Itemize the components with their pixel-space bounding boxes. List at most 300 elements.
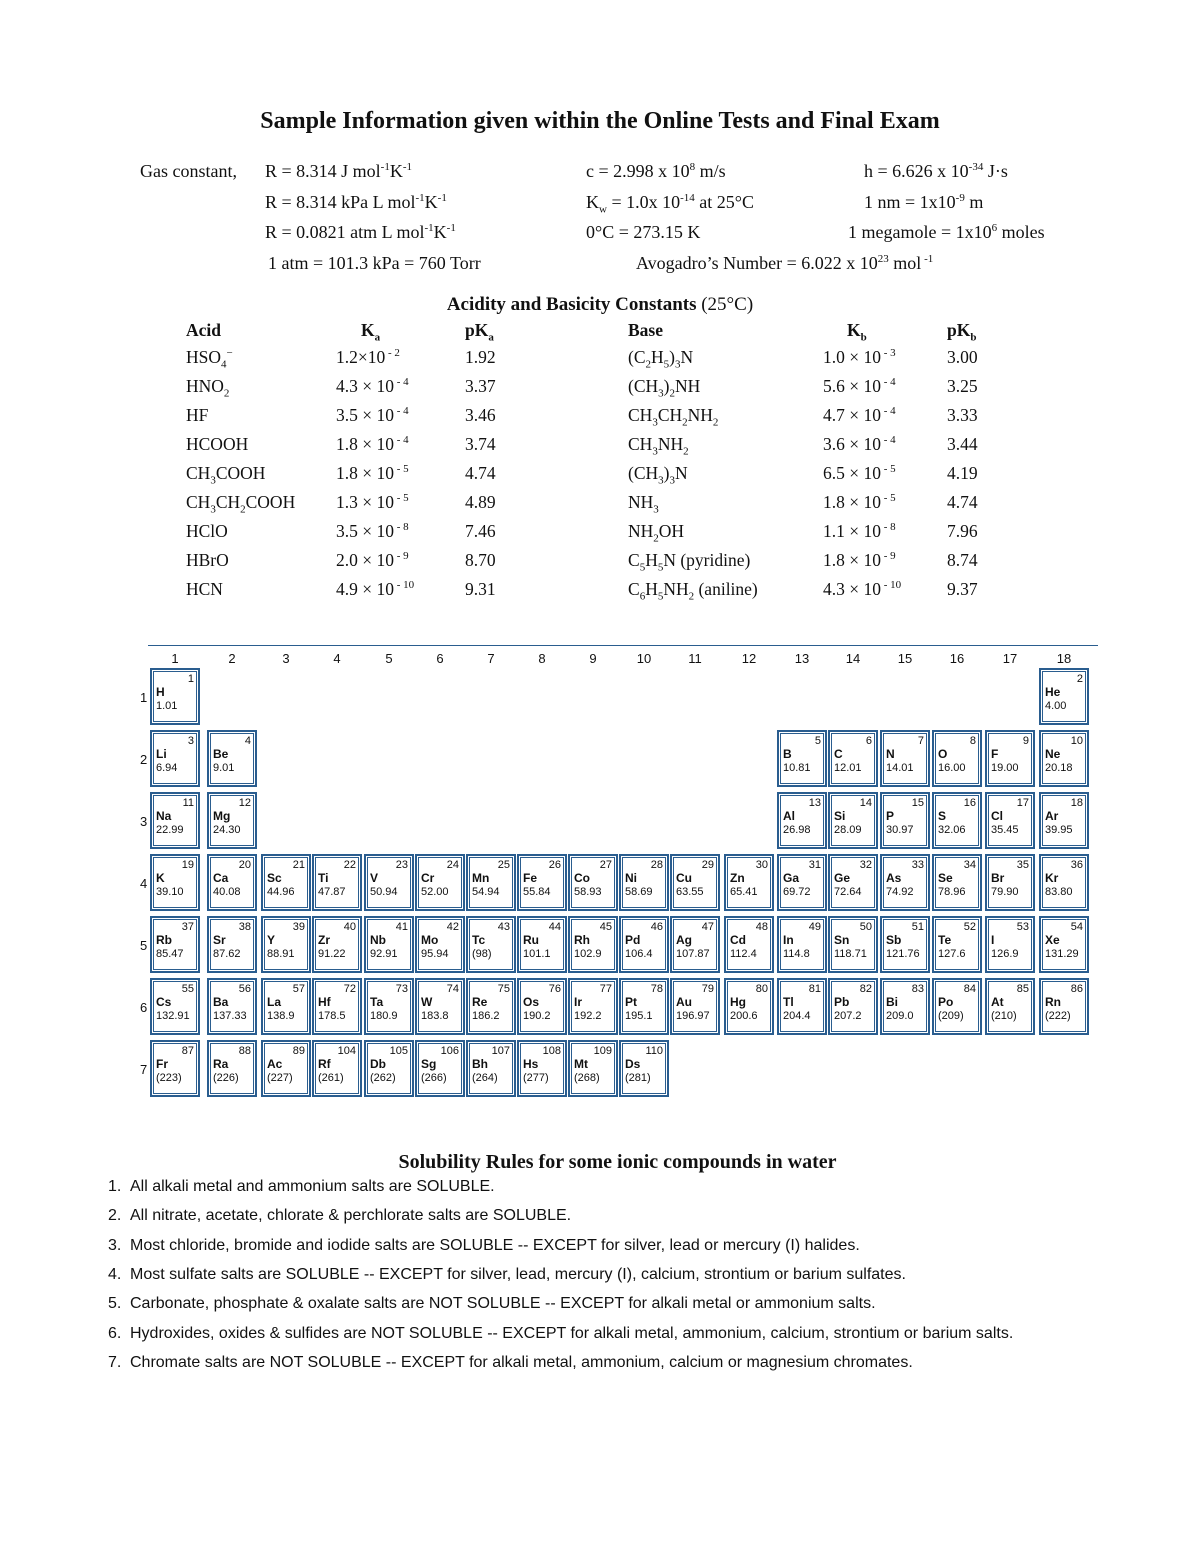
element-symbol: Si bbox=[834, 809, 846, 823]
atomic-number: 18 bbox=[1070, 797, 1083, 809]
atomic-number: 7 bbox=[917, 735, 924, 747]
element-symbol: B bbox=[783, 747, 792, 761]
header-pkb: $pK_b$ bbox=[947, 320, 977, 344]
element-symbol: Ba bbox=[213, 995, 229, 1009]
atomic-number: 108 bbox=[542, 1045, 561, 1057]
element-cell bbox=[777, 978, 827, 1035]
kb-value: 1.0 × 10 $^{- 3}$ bbox=[823, 347, 896, 367]
atomic-mass: 65.41 bbox=[730, 886, 758, 898]
atomic-mass: 102.9 bbox=[574, 948, 602, 960]
atomic-number: 8 bbox=[969, 735, 976, 747]
element-symbol: Tl bbox=[783, 995, 794, 1009]
atm-conversion: 1 atm = 101.3 kPa = 760 Torr bbox=[268, 253, 481, 273]
atomic-mass: 126.9 bbox=[991, 948, 1019, 960]
group-number: 18 bbox=[1056, 651, 1072, 666]
atomic-number: 35 bbox=[1016, 859, 1029, 871]
atomic-mass: 47.87 bbox=[318, 886, 346, 898]
element-symbol: Se bbox=[938, 871, 953, 885]
atomic-number: 31 bbox=[808, 859, 821, 871]
element-cell bbox=[517, 1040, 567, 1097]
element-symbol: Po bbox=[938, 995, 954, 1009]
atomic-mass: 79.90 bbox=[991, 886, 1019, 898]
atomic-number: 15 bbox=[911, 797, 924, 809]
base-name: $(C_2H_5)_3N$ bbox=[628, 347, 694, 371]
element-cell bbox=[1039, 916, 1089, 973]
atomic-number: 52 bbox=[963, 921, 976, 933]
group-number: 12 bbox=[741, 651, 757, 666]
atomic-mass: (223) bbox=[156, 1072, 182, 1084]
avogadro-number: Avogadro’s Number = 6.022 x $10^{23}$ mol $^{-1}$ bbox=[636, 253, 934, 273]
element-symbol: V bbox=[370, 871, 379, 885]
atomic-number: 38 bbox=[238, 921, 251, 933]
element-symbol: La bbox=[267, 995, 282, 1009]
element-cell bbox=[777, 854, 827, 911]
element-symbol: Tc bbox=[472, 933, 486, 947]
pka-value: 9.31 bbox=[465, 579, 496, 599]
atomic-number: 26 bbox=[548, 859, 561, 871]
element-symbol: Ar bbox=[1045, 809, 1059, 823]
element-cell bbox=[1039, 978, 1089, 1035]
element-cell bbox=[670, 916, 720, 973]
atomic-mass: (209) bbox=[938, 1010, 964, 1022]
atomic-number: 81 bbox=[808, 983, 821, 995]
gas-constant-r2: R = 8.314 kPa L $mol^{-1}K^{-1}$ bbox=[265, 192, 447, 212]
atomic-mass: 6.94 bbox=[156, 762, 178, 774]
atomic-mass: 72.64 bbox=[834, 886, 862, 898]
acid-name: $CH_3COOH$ bbox=[186, 463, 266, 487]
pkb-value: 8.74 bbox=[947, 550, 978, 570]
atomic-mass: 88.91 bbox=[267, 948, 295, 960]
element-cell bbox=[880, 854, 930, 911]
element-symbol: In bbox=[783, 933, 794, 947]
element-cell bbox=[724, 916, 774, 973]
element-symbol: Na bbox=[156, 809, 172, 823]
element-symbol: Cr bbox=[421, 871, 435, 885]
atomic-number: 87 bbox=[181, 1045, 194, 1057]
atomic-number: 12 bbox=[238, 797, 251, 809]
atomic-mass: (277) bbox=[523, 1072, 549, 1084]
group-number: 5 bbox=[385, 651, 393, 666]
element-cell bbox=[777, 792, 827, 849]
atomic-mass: 58.69 bbox=[625, 886, 653, 898]
atomic-number: 79 bbox=[701, 983, 714, 995]
period-number: 2 bbox=[140, 752, 148, 767]
element-symbol: As bbox=[886, 871, 902, 885]
acidity-title: Acidity and Basicity Constants (25°C) bbox=[446, 294, 754, 315]
atomic-number: 10 bbox=[1070, 735, 1083, 747]
base-name: $CH_3CH_2NH_2$ bbox=[628, 405, 719, 429]
atomic-number: 80 bbox=[755, 983, 768, 995]
element-cell bbox=[985, 854, 1035, 911]
element-symbol: Sc bbox=[267, 871, 282, 885]
atomic-mass: 44.96 bbox=[267, 886, 295, 898]
header-pka: $pK_a$ bbox=[465, 320, 494, 344]
atomic-mass: 28.09 bbox=[834, 824, 862, 836]
acid-name: $HSO_4^-$ bbox=[186, 347, 233, 371]
element-symbol: Mo bbox=[421, 933, 439, 947]
element-cell bbox=[312, 916, 362, 973]
atomic-number: 36 bbox=[1070, 859, 1083, 871]
element-symbol: Cl bbox=[991, 809, 1003, 823]
acid-name: HF bbox=[186, 405, 209, 425]
atomic-mass: 16.00 bbox=[938, 762, 966, 774]
atomic-number: 74 bbox=[446, 983, 459, 995]
element-symbol: C bbox=[834, 747, 843, 761]
atomic-mass: 209.0 bbox=[886, 1010, 914, 1022]
element-cell bbox=[619, 1040, 669, 1097]
pkb-value: 4.74 bbox=[947, 492, 978, 512]
gas-constant-r3: R = 0.0821 atm L $mol^{-1}K^{-1}$ bbox=[265, 222, 456, 242]
element-symbol: Al bbox=[783, 809, 795, 823]
rule-text: Most chloride, bromide and iodide salts are SOLUBLE -- EXCEPT for silver, lead or mercury (I) halides. bbox=[130, 1236, 860, 1254]
solubility-rule bbox=[108, 1354, 913, 1372]
element-symbol: Hs bbox=[523, 1057, 539, 1071]
element-cell bbox=[207, 916, 257, 973]
element-cell bbox=[1039, 668, 1089, 725]
pkb-value: 3.33 bbox=[947, 405, 978, 425]
kb-value: 5.6 × 10 $^{- 4}$ bbox=[823, 376, 896, 396]
rule-number: 2. bbox=[108, 1207, 122, 1225]
atomic-mass: 190.2 bbox=[523, 1010, 551, 1022]
pka-value: 4.89 bbox=[465, 492, 496, 512]
group-number: 1 bbox=[171, 651, 179, 666]
header-ka: $K_a$ bbox=[361, 320, 381, 344]
atomic-mass: 39.10 bbox=[156, 886, 184, 898]
element-cell bbox=[568, 916, 618, 973]
atomic-number: 77 bbox=[599, 983, 612, 995]
element-cell bbox=[517, 978, 567, 1035]
element-cell bbox=[777, 730, 827, 787]
element-symbol: Zr bbox=[318, 933, 330, 947]
period-number: 1 bbox=[140, 690, 148, 705]
pkb-value: 7.96 bbox=[947, 521, 978, 541]
element-cell bbox=[150, 1040, 200, 1097]
atomic-mass: 207.2 bbox=[834, 1010, 862, 1022]
element-symbol: Hg bbox=[730, 995, 746, 1009]
element-cell bbox=[466, 1040, 516, 1097]
atomic-number: 9 bbox=[1022, 735, 1029, 747]
atomic-mass: 63.55 bbox=[676, 886, 704, 898]
atomic-number: 82 bbox=[859, 983, 872, 995]
element-symbol: K bbox=[156, 871, 165, 885]
element-cell bbox=[670, 978, 720, 1035]
pka-value: 4.74 bbox=[465, 463, 496, 483]
element-symbol: Ti bbox=[318, 871, 329, 885]
atomic-number: 76 bbox=[548, 983, 561, 995]
header-kb: $K_b$ bbox=[847, 320, 867, 344]
element-cell bbox=[724, 978, 774, 1035]
water-ion-product: $K_w = 1.0x$ $10^{-14}$ at 25°C bbox=[586, 192, 754, 216]
element-symbol: Nb bbox=[370, 933, 386, 947]
element-symbol: Li bbox=[156, 747, 167, 761]
kb-value: 6.5 × 10 $^{- 5}$ bbox=[823, 463, 896, 483]
group-number: 14 bbox=[845, 651, 861, 666]
element-symbol: Ne bbox=[1045, 747, 1061, 761]
element-cell bbox=[828, 978, 878, 1035]
element-cell bbox=[150, 916, 200, 973]
atomic-number: 75 bbox=[497, 983, 510, 995]
element-cell bbox=[1039, 792, 1089, 849]
solubility-rule bbox=[108, 1325, 1013, 1343]
atomic-mass: 91.22 bbox=[318, 948, 346, 960]
element-symbol: At bbox=[991, 995, 1004, 1009]
atomic-number: 27 bbox=[599, 859, 612, 871]
element-cell bbox=[985, 978, 1035, 1035]
element-cell bbox=[415, 978, 465, 1035]
rule-text: Most sulfate salts are SOLUBLE -- EXCEPT for silver, lead, mercury (I), calcium, strontium or barium sulfates. bbox=[130, 1265, 906, 1283]
element-cell bbox=[415, 1040, 465, 1097]
group-number: 11 bbox=[688, 651, 702, 666]
atomic-number: 28 bbox=[650, 859, 663, 871]
atomic-number: 21 bbox=[292, 859, 305, 871]
element-cell bbox=[880, 978, 930, 1035]
group-number: 15 bbox=[897, 651, 913, 666]
rule-text: Chromate salts are NOT SOLUBLE -- EXCEPT for alkali metal, ammonium, calcium or magnesium chromates. bbox=[130, 1353, 913, 1371]
atomic-number: 104 bbox=[337, 1045, 356, 1057]
atomic-number: 30 bbox=[755, 859, 768, 871]
element-cell bbox=[1039, 730, 1089, 787]
atomic-number: 34 bbox=[963, 859, 976, 871]
period-number: 6 bbox=[140, 1000, 148, 1015]
element-cell bbox=[364, 978, 414, 1035]
element-cell bbox=[880, 730, 930, 787]
element-cell bbox=[880, 792, 930, 849]
element-cell bbox=[619, 978, 669, 1035]
group-number: 4 bbox=[333, 651, 341, 666]
ka-value: 4.9 × 10 $^{- 10}$ bbox=[336, 579, 415, 599]
atomic-mass: 12.01 bbox=[834, 762, 862, 774]
atomic-mass: 55.84 bbox=[523, 886, 551, 898]
atomic-mass: 40.08 bbox=[213, 886, 241, 898]
ka-value: 2.0 × 10 $^{- 9}$ bbox=[336, 550, 409, 570]
solubility-rule bbox=[108, 1266, 906, 1284]
atomic-number: 6 bbox=[865, 735, 872, 747]
element-cell bbox=[364, 854, 414, 911]
atomic-mass: (261) bbox=[318, 1072, 344, 1084]
atomic-number: 56 bbox=[238, 983, 251, 995]
atomic-mass: 74.92 bbox=[886, 886, 914, 898]
group-number: 10 bbox=[636, 651, 652, 666]
element-cell bbox=[777, 916, 827, 973]
solubility-rule bbox=[108, 1295, 876, 1313]
atomic-number: 14 bbox=[859, 797, 872, 809]
rule-text: Hydroxides, oxides & sulfides are NOT SOLUBLE -- EXCEPT for alkali metal, ammonium, calcium, strontium or barium salts. bbox=[130, 1324, 1014, 1342]
atomic-mass: (98) bbox=[472, 948, 492, 960]
atomic-number: 44 bbox=[548, 921, 561, 933]
element-cell bbox=[985, 730, 1035, 787]
atomic-mass: 192.2 bbox=[574, 1010, 602, 1022]
element-symbol: F bbox=[991, 747, 999, 761]
atomic-number: 57 bbox=[292, 983, 305, 995]
atomic-mass: 95.94 bbox=[421, 948, 449, 960]
megamole-conversion: 1 megamole = $1x10^6$ moles bbox=[848, 222, 1045, 242]
acid-name: HBrO bbox=[186, 550, 229, 570]
element-symbol: Sr bbox=[213, 933, 226, 947]
element-cell bbox=[932, 792, 982, 849]
atomic-number: 17 bbox=[1016, 797, 1029, 809]
atomic-number: 46 bbox=[650, 921, 663, 933]
rule-number: 3. bbox=[108, 1236, 122, 1254]
atomic-number: 85 bbox=[1016, 983, 1029, 995]
kb-value: 4.3 × 10 $^{- 10}$ bbox=[823, 579, 902, 599]
element-symbol: P bbox=[886, 809, 895, 823]
atomic-number: 37 bbox=[181, 921, 194, 933]
element-symbol: Be bbox=[213, 747, 229, 761]
atomic-mass: 87.62 bbox=[213, 948, 241, 960]
element-symbol: Rn bbox=[1045, 995, 1061, 1009]
rule-number: 5. bbox=[108, 1295, 122, 1313]
pkb-value: 3.44 bbox=[947, 434, 978, 454]
element-symbol: Pb bbox=[834, 995, 850, 1009]
element-symbol: Au bbox=[676, 995, 692, 1009]
element-symbol: I bbox=[991, 933, 995, 947]
atomic-number: 53 bbox=[1016, 921, 1029, 933]
element-cell bbox=[261, 854, 311, 911]
zero-celsius: 0°C = 273.15 K bbox=[586, 222, 701, 242]
atomic-number: 72 bbox=[343, 983, 356, 995]
group-number: 2 bbox=[228, 651, 236, 666]
atomic-mass: 22.99 bbox=[156, 824, 184, 836]
pka-value: 3.46 bbox=[465, 405, 496, 425]
atomic-mass: 78.96 bbox=[938, 886, 966, 898]
atomic-mass: 30.97 bbox=[886, 824, 914, 836]
element-cell bbox=[880, 916, 930, 973]
base-name: $NH_3$ bbox=[628, 492, 659, 516]
atomic-mass: 131.29 bbox=[1045, 948, 1079, 960]
atomic-mass: 1.01 bbox=[156, 700, 178, 712]
element-cell bbox=[828, 730, 878, 787]
atomic-mass: (266) bbox=[421, 1072, 447, 1084]
group-number: 3 bbox=[282, 651, 290, 666]
element-cell bbox=[568, 854, 618, 911]
atomic-number: 55 bbox=[181, 983, 194, 995]
atomic-mass: (226) bbox=[213, 1072, 239, 1084]
element-cell bbox=[517, 854, 567, 911]
atomic-number: 84 bbox=[963, 983, 976, 995]
kb-value: 3.6 × 10 $^{- 4}$ bbox=[823, 434, 896, 454]
atomic-number: 33 bbox=[911, 859, 924, 871]
element-cell bbox=[207, 730, 257, 787]
element-symbol: Ru bbox=[523, 933, 539, 947]
element-cell bbox=[207, 1040, 257, 1097]
element-symbol: Sb bbox=[886, 933, 902, 947]
element-symbol: Co bbox=[574, 871, 590, 885]
element-cell bbox=[207, 978, 257, 1035]
gas-constant-r1: R = 8.314 J $mol^{-1}K^{-1}$ bbox=[265, 161, 413, 181]
kb-value: 1.1 × 10 $^{- 8}$ bbox=[823, 521, 896, 541]
gas-constant-label: Gas constant, bbox=[140, 161, 237, 181]
element-cell bbox=[207, 792, 257, 849]
atomic-number: 83 bbox=[911, 983, 924, 995]
pka-value: 7.46 bbox=[465, 521, 496, 541]
element-symbol: Cs bbox=[156, 995, 172, 1009]
speed-of-light: c = 2.998 x $10^8$ m/s bbox=[586, 161, 726, 181]
atomic-mass: 10.81 bbox=[783, 762, 811, 774]
group-number: 16 bbox=[949, 651, 965, 666]
element-cell bbox=[364, 916, 414, 973]
element-cell bbox=[670, 854, 720, 911]
header-acid: Acid bbox=[186, 320, 221, 340]
element-symbol: Ge bbox=[834, 871, 851, 885]
element-symbol: S bbox=[938, 809, 947, 823]
atomic-mass: 52.00 bbox=[421, 886, 449, 898]
element-symbol: Sg bbox=[421, 1057, 437, 1071]
kb-value: 1.8 × 10 $^{- 5}$ bbox=[823, 492, 896, 512]
atomic-mass: (210) bbox=[991, 1010, 1017, 1022]
pkb-value: 4.19 bbox=[947, 463, 978, 483]
element-cell bbox=[932, 730, 982, 787]
element-symbol: Ac bbox=[267, 1057, 283, 1071]
atomic-mass: 200.6 bbox=[730, 1010, 758, 1022]
atomic-mass: 4.00 bbox=[1045, 700, 1067, 712]
acid-name: $HNO_2$ bbox=[186, 376, 230, 400]
atomic-mass: 127.6 bbox=[938, 948, 966, 960]
base-name: $(CH_3)_2NH$ bbox=[628, 376, 701, 400]
element-symbol: Ir bbox=[574, 995, 583, 1009]
element-cell bbox=[568, 978, 618, 1035]
element-symbol: Br bbox=[991, 871, 1005, 885]
element-symbol: Db bbox=[370, 1057, 386, 1071]
base-name: $C_6H_5NH_2$ (aniline) bbox=[628, 579, 758, 603]
atomic-number: 23 bbox=[395, 859, 408, 871]
atomic-mass: (227) bbox=[267, 1072, 293, 1084]
element-cell bbox=[466, 916, 516, 973]
element-cell bbox=[207, 854, 257, 911]
atomic-mass: 85.47 bbox=[156, 948, 184, 960]
atomic-number: 41 bbox=[395, 921, 408, 933]
element-symbol: Ds bbox=[625, 1057, 641, 1071]
atomic-number: 39 bbox=[292, 921, 305, 933]
element-cell bbox=[619, 854, 669, 911]
acid-name: $CH_3CH_2COOH$ bbox=[186, 492, 296, 516]
atomic-number: 43 bbox=[497, 921, 510, 933]
rule-text: Carbonate, phosphate & oxalate salts are NOT SOLUBLE -- EXCEPT for alkali metal or ammonium salts. bbox=[130, 1295, 876, 1313]
atomic-number: 22 bbox=[343, 859, 356, 871]
element-symbol: Cu bbox=[676, 871, 692, 885]
element-cell bbox=[150, 730, 200, 787]
element-symbol: Mg bbox=[213, 809, 231, 823]
element-symbol: Ta bbox=[370, 995, 384, 1009]
atomic-number: 86 bbox=[1070, 983, 1083, 995]
element-symbol: Ra bbox=[213, 1057, 229, 1071]
atomic-mass: 106.4 bbox=[625, 948, 653, 960]
solubility-title: Solubility Rules for some ionic compounds in water bbox=[398, 1151, 837, 1173]
element-symbol: Rf bbox=[318, 1057, 331, 1071]
acid-name: HCOOH bbox=[186, 434, 249, 454]
acid-name: HCN bbox=[186, 579, 223, 599]
kb-value: 4.7 × 10 $^{- 4}$ bbox=[823, 405, 896, 425]
atomic-number: 78 bbox=[650, 983, 663, 995]
element-cell bbox=[828, 792, 878, 849]
element-cell bbox=[312, 1040, 362, 1097]
atomic-mass: 180.9 bbox=[370, 1010, 398, 1022]
element-symbol: Re bbox=[472, 995, 488, 1009]
atomic-number: 107 bbox=[491, 1045, 510, 1057]
element-cell bbox=[312, 978, 362, 1035]
atomic-mass: 204.4 bbox=[783, 1010, 811, 1022]
element-symbol: Ag bbox=[676, 933, 692, 947]
group-number: 7 bbox=[487, 651, 495, 666]
atomic-mass: (264) bbox=[472, 1072, 498, 1084]
atomic-number: 109 bbox=[593, 1045, 612, 1057]
ka-value: 3.5 × 10 $^{- 8}$ bbox=[336, 521, 409, 541]
atomic-mass: 69.72 bbox=[783, 886, 811, 898]
atomic-number: 89 bbox=[292, 1045, 305, 1057]
element-symbol: Rh bbox=[574, 933, 590, 947]
element-symbol: Mt bbox=[574, 1057, 588, 1071]
element-cell bbox=[517, 916, 567, 973]
atomic-mass: 186.2 bbox=[472, 1010, 500, 1022]
